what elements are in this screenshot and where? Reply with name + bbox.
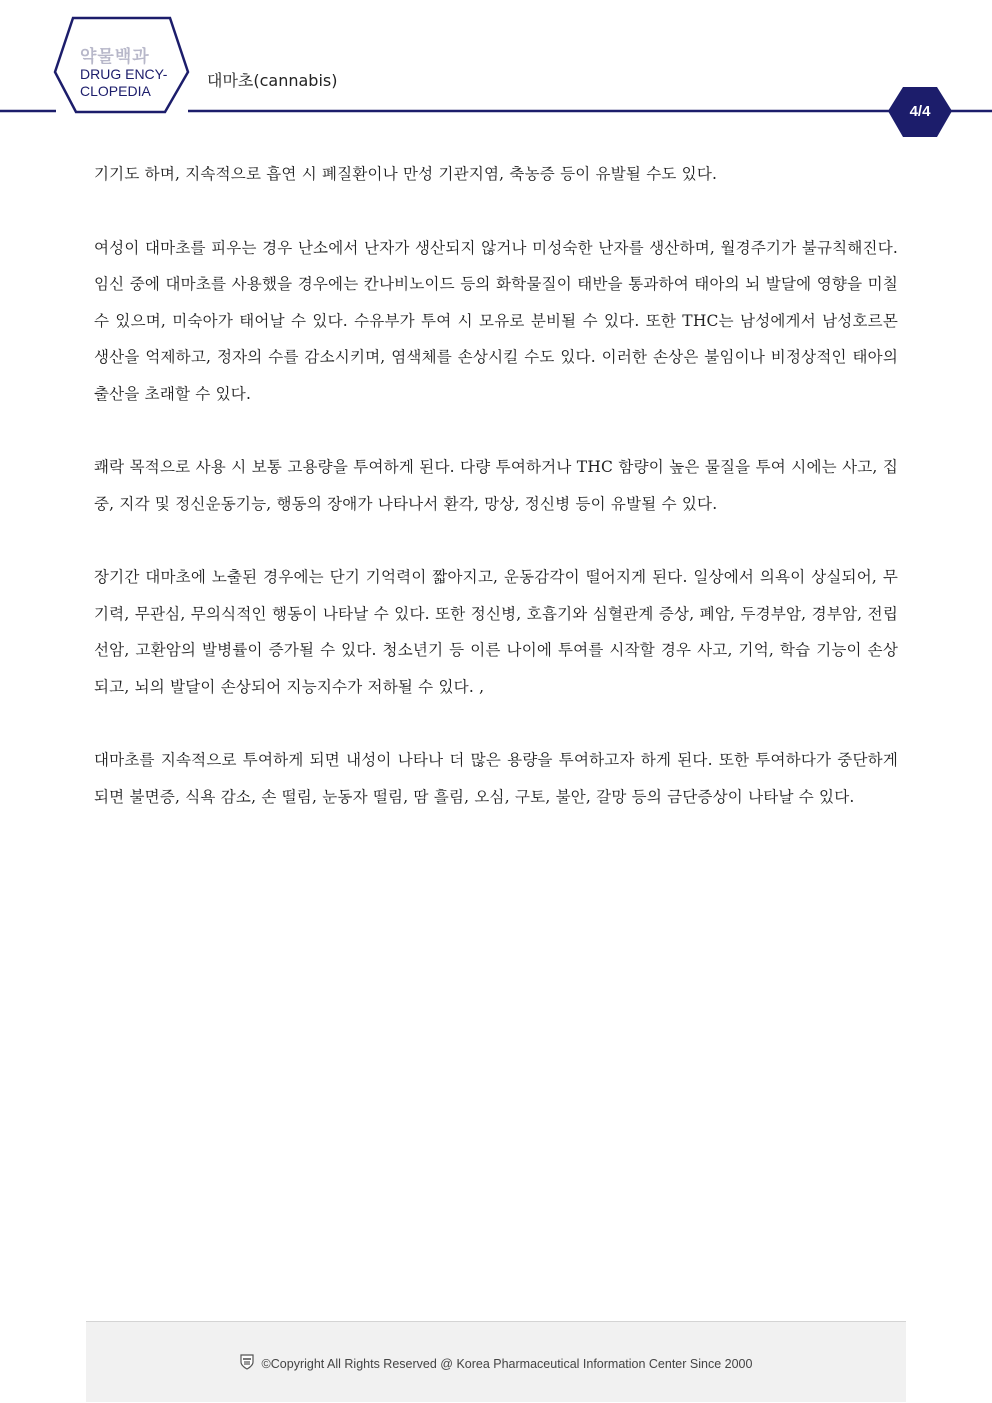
copyright-text: ©Copyright All Rights Reserved @ Korea Pharmaceutical Information Center Since 2000 bbox=[261, 1357, 753, 1371]
document-title: 대마초(cannabis) bbox=[207, 71, 338, 90]
paragraph: 대마초를 지속적으로 투여하게 되면 내성이 나타나 더 많은 용량을 투여하고자 하게 된다. 또한 투여하다가 중단하게 되면 불면증, 식욕 감소, 손 떨림, 눈동자 떨림, 땀 흘림, 오심, 구토, 불안, 갈망 등의 금단증상이 나타날 수 있다. bbox=[94, 751, 898, 806]
paragraph: 기기도 하며, 지속적으로 흡연 시 폐질환이나 만성 기관지염, 축농증 등이 유발될 수도 있다. bbox=[94, 165, 718, 183]
paragraph: 여성이 대마초를 피우는 경우 난소에서 난자가 생산되지 않거나 미성숙한 난자를 생산하며, 월경주기가 불규칙해진다. 임신 중에 대마초를 사용했을 경우에는 칸나비노이드 등의 화학물질이 태반을 통과하여 태아의 뇌 발달에 영향을 미칠 수 있으며, 미숙아가 태어날 수 있다. 수유부가 투여 시 모유로 분비될 수 있다. 또한 THC는 남성에게서 남성호르몬 생산을 억제하고, 정자의 수를 감소시키며, 염색체를 손상시킬 수도 있다. 이러한 손상은 불임이나 비정상적인 태아의 출산을 초래할 수 있다. bbox=[94, 238, 898, 403]
logo-english: DRUG ENCY- CLOPEDIA bbox=[80, 66, 168, 99]
page-number: 4/4 bbox=[909, 102, 931, 120]
document-body bbox=[94, 156, 898, 852]
page-header bbox=[0, 0, 992, 145]
paragraph: 쾌락 목적으로 사용 시 보통 고용량을 투여하게 된다. 다량 투여하거나 THC 함량이 높은 물질을 투여 시에는 사고, 집중, 지각 및 정신운동기능, 행동의 장애가 나타나서 환각, 망상, 정신병 등이 유발될 수 있다. bbox=[94, 458, 898, 513]
page-footer bbox=[86, 1321, 906, 1402]
logo-korean: 약물백과 bbox=[80, 47, 150, 67]
shield-crest-icon bbox=[240, 1354, 254, 1374]
paragraph: 장기간 대마초에 노출된 경우에는 단기 기억력이 짧아지고, 운동감각이 떨어지게 된다. 일상에서 의욕이 상실되어, 무기력, 무관심, 무의식적인 행동이 나타날 수 있다. 또한 정신병, 호흡기와 심혈관계 증상, 폐암, 두경부암, 경부암, 전립선암, 고환암의 발병률이 증가될 수 있다. 청소년기 등 이른 나이에 투여를 시작할 경우 사고, 기억, 학습 기능이 손상되고, 뇌의 발달이 손상되어 지능지수가 저하될 수 있다. , bbox=[94, 568, 898, 696]
